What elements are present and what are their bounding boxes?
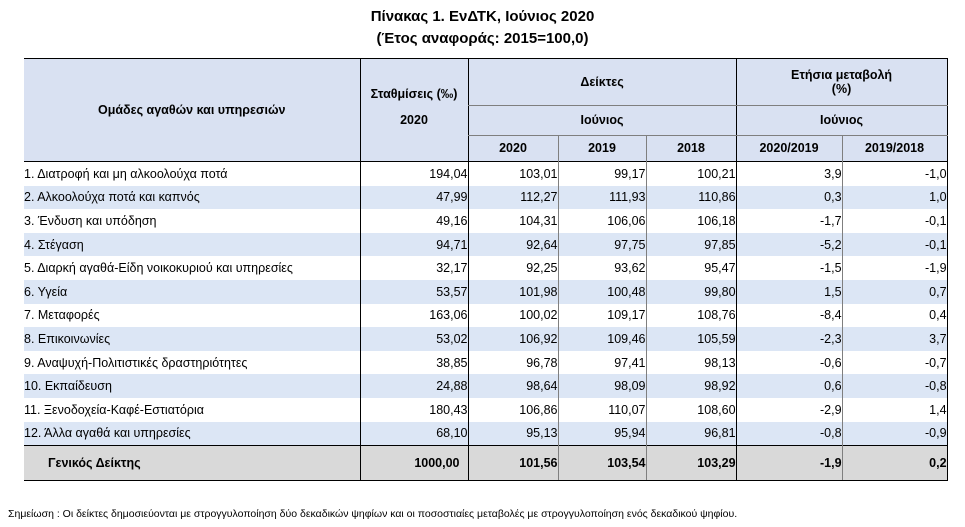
change-2020-2019-cell: 1,5 [736, 280, 842, 304]
index-2018-cell: 97,85 [646, 233, 736, 257]
total-label: Γενικός Δείκτης [24, 446, 360, 481]
index-2019-cell: 109,17 [558, 304, 646, 328]
weight-cell: 180,43 [360, 398, 468, 422]
index-2020-cell: 92,64 [468, 233, 558, 257]
index-2019-cell: 110,07 [558, 398, 646, 422]
footnote: Σημείωση : Οι δείκτες δημοσιεύονται με στρογγυλοποίηση δύο δεκαδικών ψηφίων και οι ποσοστιαίες μεταβολές με στρογγυλοποίηση ενός δεκαδικού ψηφίου. [8, 508, 738, 520]
change-2019-2018-header: 2019/2018 [842, 135, 947, 162]
table-row [24, 422, 947, 446]
total-index-2018: 103,29 [646, 446, 736, 481]
change-2020-2019-cell: -2,9 [736, 398, 842, 422]
change-2020-2019-cell: -0,6 [736, 351, 842, 375]
change-2019-2018-cell: 0,4 [842, 304, 947, 328]
change-2019-2018-cell: 1,0 [842, 186, 947, 210]
change-2020-2019-cell: -0,8 [736, 422, 842, 446]
change-header-line-2: (%) [831, 81, 852, 96]
weight-cell: 68,10 [360, 422, 468, 446]
index-2018-cell: 99,80 [646, 280, 736, 304]
weight-cell: 53,57 [360, 280, 468, 304]
indices-month-header: Ιούνιος [468, 105, 736, 135]
group-cell: 12. Άλλα αγαθά και υπηρεσίες [24, 422, 360, 446]
table-row [24, 351, 947, 375]
change-header-line-1: Ετήσια μεταβολή [790, 67, 893, 82]
table-row [24, 209, 947, 233]
index-2019-cell: 106,06 [558, 209, 646, 233]
change-2020-2019-cell: -1,5 [736, 256, 842, 280]
index-2020-cell: 95,13 [468, 422, 558, 446]
header-row-1 [24, 59, 947, 106]
index-year-2020-header: 2020 [468, 135, 558, 162]
index-2018-cell: 108,76 [646, 304, 736, 328]
index-2020-cell: 100,02 [468, 304, 558, 328]
change-month-header: Ιούνιος [736, 105, 947, 135]
change-2019-2018-cell: -0,9 [842, 422, 947, 446]
index-2018-cell: 110,86 [646, 186, 736, 210]
group-cell: 11. Ξενοδοχεία-Καφέ-Εστιατόρια [24, 402, 204, 417]
index-2020-cell: 106,92 [468, 327, 558, 351]
table-row [24, 327, 947, 351]
table-row [24, 162, 947, 186]
group-cell: 6. Υγεία [24, 280, 360, 304]
group-cell: 1. Διατροφή και μη αλκοολούχα ποτά [24, 162, 360, 186]
index-2019-cell: 111,93 [558, 186, 646, 210]
index-2019-cell: 109,46 [558, 327, 646, 351]
change-2020-2019-header: 2020/2019 [736, 135, 842, 162]
indices-header: Δείκτες [468, 59, 736, 106]
change-2019-2018-cell: -1,0 [842, 162, 947, 186]
weight-cell: 53,02 [360, 327, 468, 351]
change-2019-2018-cell: -0,7 [842, 351, 947, 375]
change-2020-2019-cell: -2,3 [736, 327, 842, 351]
change-2019-2018-cell: 3,7 [842, 327, 947, 351]
index-2019-cell: 99,17 [558, 162, 646, 186]
change-2019-2018-cell: -0,1 [842, 233, 947, 257]
index-2018-cell: 106,18 [646, 209, 736, 233]
index-2020-cell: 112,27 [468, 186, 558, 210]
index-2019-cell: 95,94 [558, 422, 646, 446]
index-year-2019-header: 2019 [558, 135, 646, 162]
total-index-2020: 101,56 [468, 446, 558, 481]
index-2018-cell: 108,60 [646, 398, 736, 422]
index-2018-cell: 105,59 [646, 327, 736, 351]
group-cell: 10. Εκπαίδευση [24, 374, 360, 398]
table-row [24, 186, 947, 210]
table-row [24, 233, 947, 257]
index-2019-cell: 97,41 [558, 351, 646, 375]
weight-cell: 24,88 [360, 374, 468, 398]
cpi-table [24, 58, 948, 481]
change-2019-2018-cell: -1,9 [842, 256, 947, 280]
change-2020-2019-cell: -8,4 [736, 304, 842, 328]
index-2018-cell: 98,13 [646, 351, 736, 375]
table-body [24, 162, 947, 446]
index-2019-cell: 97,75 [558, 233, 646, 257]
change-2019-2018-cell: 1,4 [842, 398, 947, 422]
title-line-2: (Έτος αναφοράς: 2015=100,0) [376, 30, 589, 47]
group-cell: 8. Επικοινωνίες [24, 327, 360, 351]
change-2020-2019-cell: 0,3 [736, 186, 842, 210]
weight-cell: 49,16 [360, 209, 468, 233]
groups-header: Ομάδες αγαθών και υπηρεσιών [24, 59, 360, 162]
weight-cell: 163,06 [360, 304, 468, 328]
weights-header: Σταθμίσεις (‰) [360, 59, 468, 106]
table-row [24, 280, 947, 304]
change-2020-2019-cell: 0,6 [736, 374, 842, 398]
index-year-2018-header: 2018 [646, 135, 736, 162]
weight-cell: 38,85 [360, 351, 468, 375]
index-2020-cell: 98,64 [468, 374, 558, 398]
total-row [24, 446, 947, 481]
total-change-2020-2019: -1,9 [736, 446, 842, 481]
group-cell: 3. Ένδυση και υπόδηση [24, 213, 157, 228]
weight-cell: 194,04 [360, 162, 468, 186]
index-2020-cell: 104,31 [468, 209, 558, 233]
change-2020-2019-cell: 3,9 [736, 162, 842, 186]
total-weight: 1000,00 [360, 446, 468, 481]
weight-cell: 47,99 [360, 186, 468, 210]
weights-empty-header [360, 135, 468, 162]
group-cell: 7. Μεταφορές [24, 308, 100, 323]
index-2019-cell: 98,09 [558, 374, 646, 398]
table-row [24, 304, 947, 328]
index-2020-cell: 101,98 [468, 280, 558, 304]
title-line-1: Πίνακας 1. ΕνΔΤΚ, Ιούνιος 2020 [370, 8, 595, 25]
table-row [24, 374, 947, 398]
index-2020-cell: 103,01 [468, 162, 558, 186]
total-index-2019: 103,54 [558, 446, 646, 481]
table-row [24, 256, 947, 280]
index-2020-cell: 92,25 [468, 256, 558, 280]
group-cell: 9. Αναψυχή-Πολιτιστικές δραστηριότητες [24, 355, 248, 370]
weight-cell: 94,71 [360, 233, 468, 257]
index-2018-cell: 96,81 [646, 422, 736, 446]
index-2019-cell: 100,48 [558, 280, 646, 304]
index-2018-cell: 95,47 [646, 256, 736, 280]
group-cell: 2. Αλκοολούχα ποτά και καπνός [24, 186, 360, 210]
change-2019-2018-cell: -0,8 [842, 374, 947, 398]
table-row [24, 398, 947, 422]
change-2020-2019-cell: -1,7 [736, 209, 842, 233]
group-cell: 5. Διαρκή αγαθά-Είδη νοικοκυριού και υπηρεσίες [24, 261, 293, 276]
index-2018-cell: 98,92 [646, 374, 736, 398]
weights-year-header: 2020 [360, 105, 468, 135]
change-2019-2018-cell: 0,7 [842, 280, 947, 304]
group-cell: 4. Στέγαση [24, 233, 360, 257]
index-2018-cell: 100,21 [646, 162, 736, 186]
change-header [736, 59, 947, 106]
change-2020-2019-cell: -5,2 [736, 233, 842, 257]
change-2019-2018-cell: -0,1 [842, 209, 947, 233]
weight-cell: 32,17 [360, 256, 468, 280]
table-title [0, 6, 965, 50]
index-2020-cell: 96,78 [468, 351, 558, 375]
index-2019-cell: 93,62 [558, 256, 646, 280]
index-2020-cell: 106,86 [468, 398, 558, 422]
total-change-2019-2018: 0,2 [842, 446, 947, 481]
